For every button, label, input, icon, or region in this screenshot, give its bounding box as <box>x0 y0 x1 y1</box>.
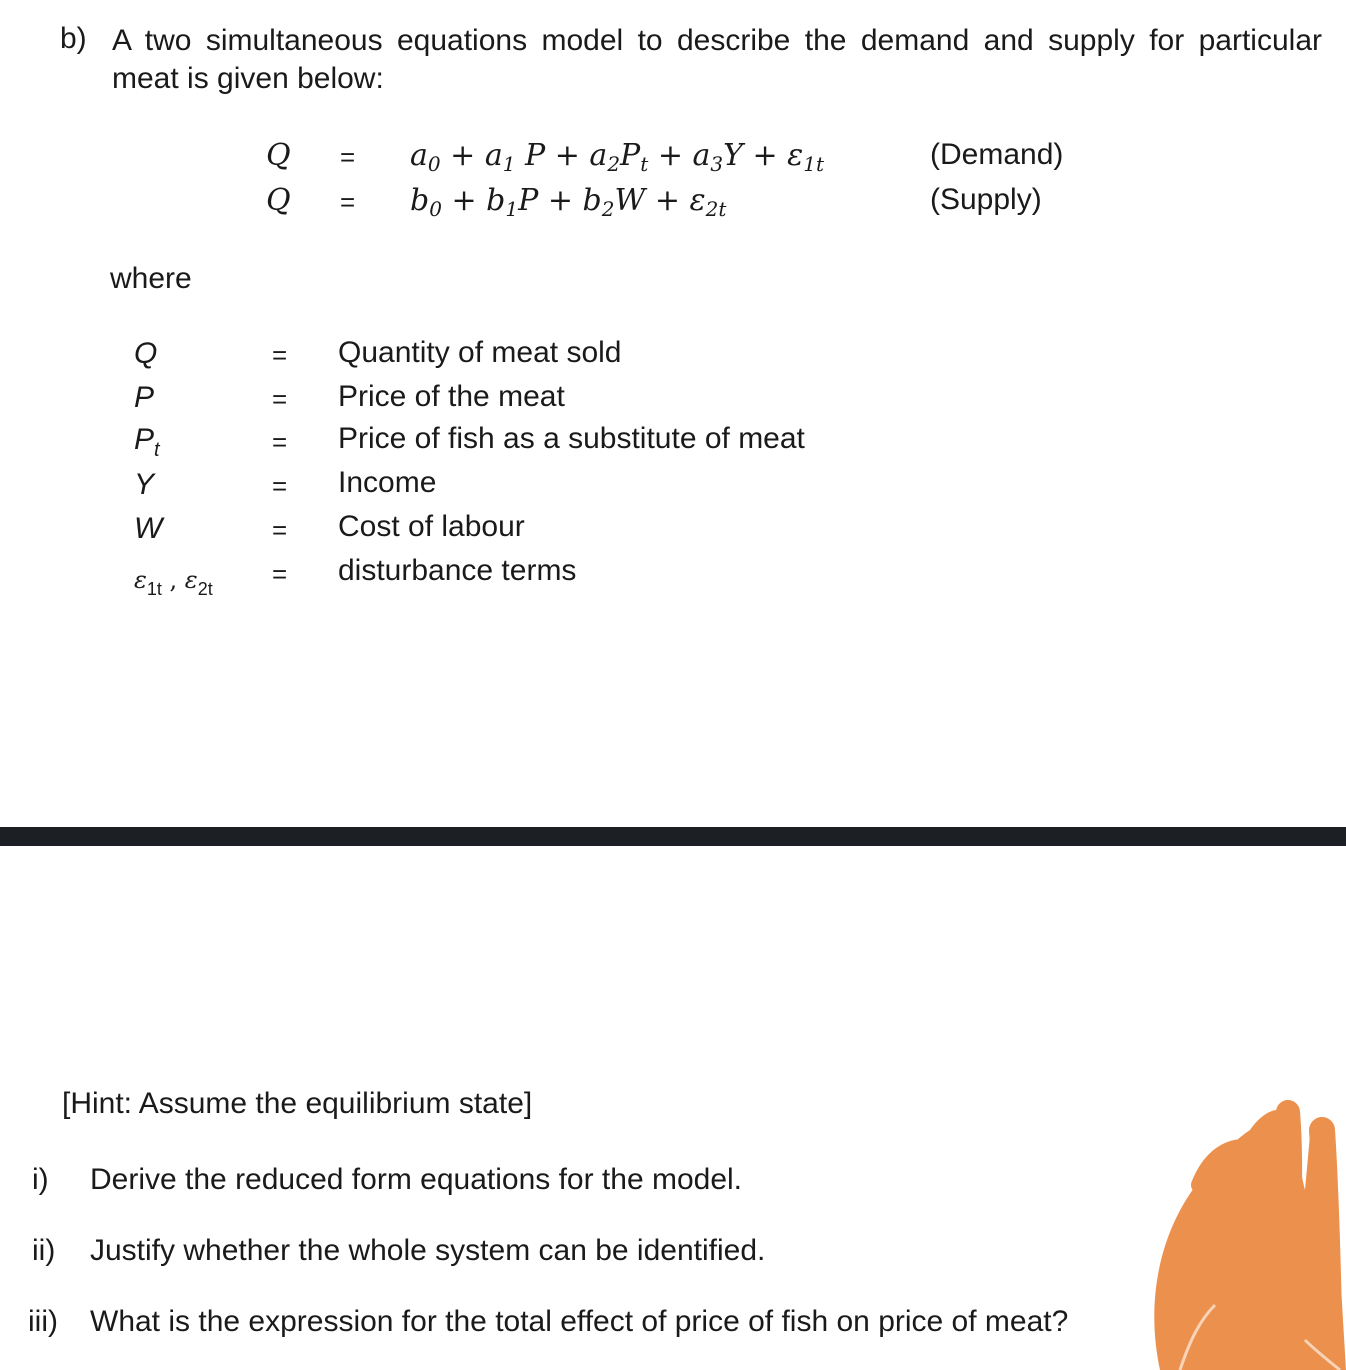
equals-sign: = <box>272 340 288 370</box>
equation-rhs: $a_0 + a_1$ $P + a_2P_t + a_3Y + \varepsilon_{1t}$ <box>410 138 825 176</box>
definition-symbol: $\varepsilon_{1t}$ , $\varepsilon_{2t}$ <box>134 566 213 599</box>
equals-sign: = <box>340 187 356 217</box>
definition-text: Price of fish as a substitute of meat <box>338 422 805 455</box>
divider-bar <box>0 827 1346 846</box>
sub-question-text: Justify whether the whole system can be identified. <box>90 1234 766 1267</box>
question-intro: A two simultaneous equations model to describe the demand and supply for particular meat is given below: <box>112 24 1322 95</box>
equation-lhs: Q <box>266 183 291 218</box>
definition-symbol: $P_t$ <box>134 423 160 461</box>
equation-tag-supply: (Supply) <box>930 183 1042 216</box>
equation-tag-demand: (Demand) <box>930 138 1064 171</box>
equals-sign: = <box>340 142 356 172</box>
equals-sign: = <box>272 427 288 457</box>
equals-sign: = <box>272 515 288 545</box>
definition-text: Price of the meat <box>338 380 565 413</box>
sub-question-number: i) <box>32 1163 49 1196</box>
definition-symbol: Y <box>134 468 155 501</box>
equation-rhs: $b_0 + b_1P + b_2W + \varepsilon_{2t}$ <box>410 183 727 221</box>
equals-sign: = <box>272 471 288 501</box>
sub-question-text: What is the expression for the total effect of price of fish on price of meat? <box>90 1305 1069 1338</box>
sub-question-text: Derive the reduced form equations for the model. <box>90 1163 743 1196</box>
definition-text: Income <box>338 466 437 499</box>
definition-text: Cost of labour <box>338 510 525 543</box>
orange-scribble-mark <box>1140 1100 1346 1370</box>
definition-symbol: Q <box>134 337 158 370</box>
definition-symbol: W <box>134 512 163 545</box>
sub-question-number: iii) <box>28 1305 58 1338</box>
where-label: where <box>110 262 192 295</box>
sub-question-number: ii) <box>32 1234 56 1267</box>
equation-lhs: Q <box>266 138 291 173</box>
hint-text: [Hint: Assume the equilibrium state] <box>62 1087 533 1120</box>
equals-sign: = <box>272 559 288 589</box>
definition-symbol: P <box>134 381 155 414</box>
equals-sign: = <box>272 384 288 414</box>
question-label: b) <box>60 22 87 55</box>
definition-text: Quantity of meat sold <box>338 336 622 369</box>
definition-text: disturbance terms <box>338 554 577 587</box>
